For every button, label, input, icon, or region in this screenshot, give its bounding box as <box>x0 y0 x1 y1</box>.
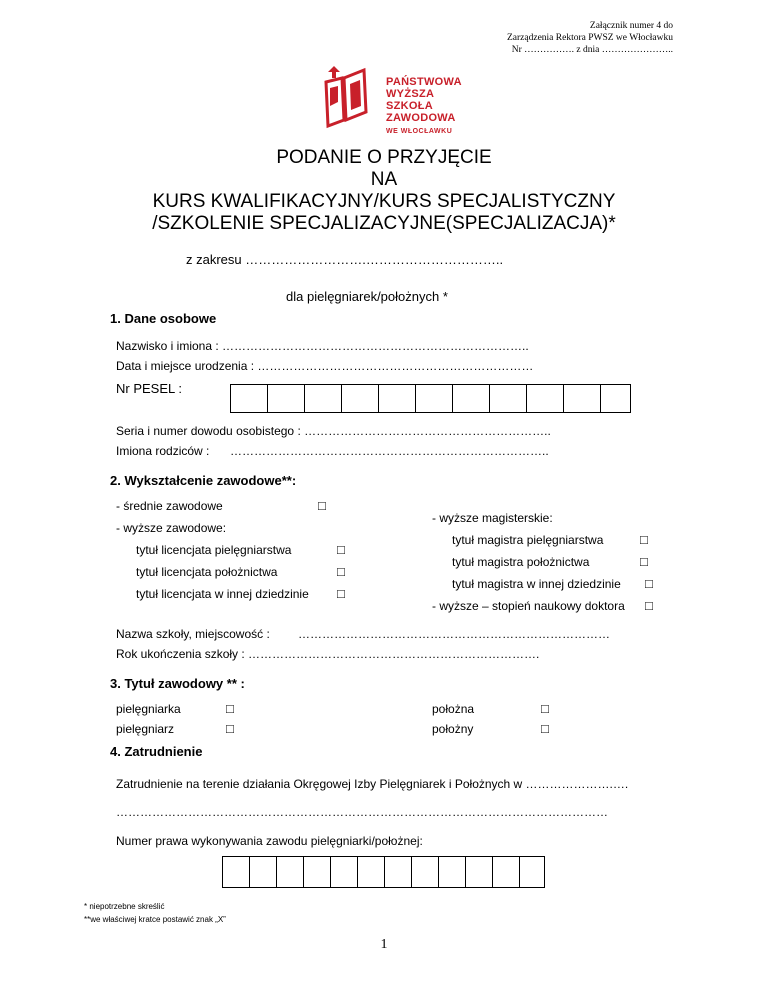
doctor-label: - wyższe – stopień naukowy doktora <box>432 599 625 613</box>
license-cell[interactable] <box>412 857 439 887</box>
pesel-cell[interactable] <box>342 385 379 412</box>
logo-line-2: WYŻSZA <box>386 88 435 100</box>
pesel-cell[interactable] <box>268 385 305 412</box>
f-nurse-label: pielęgniarka <box>116 702 181 716</box>
m-midwife-label: położny <box>432 722 474 736</box>
section-3-heading: 3. Tytuł zawodowy ** : <box>110 676 245 691</box>
license-cell[interactable] <box>439 857 466 887</box>
lic-other-label: tytuł licencjata w innej dziedzinie <box>136 587 309 601</box>
lic-nurse-checkbox[interactable]: □ <box>337 542 345 557</box>
pesel-cell[interactable] <box>601 385 630 412</box>
doctor-checkbox[interactable]: □ <box>645 598 653 613</box>
license-cell[interactable] <box>331 857 358 887</box>
pesel-cell[interactable] <box>379 385 416 412</box>
higher-prof-label: - wyższe zawodowe: <box>116 521 227 535</box>
birth-field[interactable]: Data i miejsce urodzenia : …………………………………………………………… <box>116 359 534 373</box>
license-cell[interactable] <box>520 857 544 887</box>
lic-other-checkbox[interactable]: □ <box>337 586 345 601</box>
section-1-heading: 1. Dane osobowe <box>110 311 217 326</box>
university-logo-icon <box>320 62 382 134</box>
employment-field[interactable]: Zatrudnienie na terenie działania Okręgowej Izby Pielęgniarek i Położnych w ………………….…. <box>116 777 629 791</box>
logo-line-4: ZAWODOWA <box>386 112 456 124</box>
f-midwife-checkbox[interactable]: □ <box>541 701 549 716</box>
title-line-4: /SZKOLENIE SPECJALIZACYJNE(SPECJALIZACJA)* <box>152 213 616 234</box>
pesel-cell[interactable] <box>490 385 527 412</box>
license-cell[interactable] <box>385 857 412 887</box>
secondary-checkbox[interactable]: □ <box>318 498 326 513</box>
license-cells[interactable] <box>222 856 545 888</box>
pesel-cell[interactable] <box>231 385 268 412</box>
title-line-3: KURS KWALIFIKACYJNY/KURS SPECJALISTYCZNY <box>152 191 616 212</box>
title-line-1: PODANIE O PRZYJĘCIE <box>276 147 492 168</box>
school-label: Nazwa szkoły, miejscowość : <box>116 627 270 641</box>
annex-line-1: Załącznik numer 4 do <box>589 21 673 31</box>
pesel-cell[interactable] <box>453 385 490 412</box>
title-line-2: NA <box>370 169 398 190</box>
logo-line-1: PAŃSTWOWA <box>386 76 462 88</box>
annex-line-3: Nr ……………. z dnia ………………….. <box>511 45 673 55</box>
logo-line-3: SZKOŁA <box>386 100 434 112</box>
master-label: - wyższe magisterskie: <box>432 511 553 525</box>
id-document-field[interactable]: Seria i numer dowodu osobistego : …………………………………………………….. <box>116 424 551 438</box>
parents-label: Imiona rodziców : <box>116 444 210 458</box>
license-cell[interactable] <box>358 857 385 887</box>
secondary-label: - średnie zawodowe <box>116 499 223 513</box>
mgr-nurse-label: tytuł magistra pielęgniarstwa <box>452 533 604 547</box>
pesel-cell[interactable] <box>527 385 564 412</box>
employment-dots-field[interactable]: …………………………………………………………………………………………………………… <box>116 805 608 819</box>
m-nurse-label: pielęgniarz <box>116 722 175 736</box>
m-nurse-checkbox[interactable]: □ <box>226 721 234 736</box>
logo-text <box>386 76 462 138</box>
page-number: 1 <box>380 937 388 952</box>
mgr-nurse-checkbox[interactable]: □ <box>640 532 648 547</box>
mgr-other-checkbox[interactable]: □ <box>645 576 653 591</box>
lic-midwife-checkbox[interactable]: □ <box>337 564 345 579</box>
parents-field[interactable]: …………………………………………………………………….. <box>230 444 549 458</box>
pesel-cell[interactable] <box>564 385 601 412</box>
mgr-midwife-checkbox[interactable]: □ <box>640 554 648 569</box>
license-cell[interactable] <box>277 857 304 887</box>
annex-line-2: Zarządzenia Rektora PWSZ we Włocławku <box>506 33 673 43</box>
mgr-midwife-label: tytuł magistra położnictwa <box>452 555 590 569</box>
f-nurse-checkbox[interactable]: □ <box>226 701 234 716</box>
license-cell[interactable] <box>304 857 331 887</box>
lic-midwife-label: tytuł licencjata położnictwa <box>136 565 278 579</box>
f-midwife-label: położna <box>432 702 475 716</box>
license-label: Numer prawa wykonywania zawodu pielęgniarki/położnej: <box>116 834 423 848</box>
logo-line-5: WE WŁOCŁAWKU <box>386 128 453 135</box>
lic-nurse-label: tytuł licencjata pielęgniarstwa <box>136 543 292 557</box>
scope-field[interactable]: z zakresu ……………………….………………………….. <box>186 252 504 267</box>
school-field[interactable]: …………………………………………………………………… <box>298 627 610 641</box>
name-field[interactable]: Nazwisko i imiona : ………………………………………………………………….. <box>116 339 529 353</box>
footnote-2: **we właściwej kratce postawić znak „X” <box>84 915 226 924</box>
section-4-heading: 4. Zatrudnienie <box>110 744 203 759</box>
section-2-heading: 2. Wykształcenie zawodowe**: <box>110 473 297 488</box>
pesel-cells[interactable] <box>230 384 631 413</box>
pesel-label: Nr PESEL : <box>116 381 182 396</box>
grad-year-field[interactable]: Rok ukończenia szkoły : ………………………………………………………………. <box>116 647 540 661</box>
license-cell[interactable] <box>250 857 277 887</box>
footnote-1: * niepotrzebne skreślić <box>84 902 165 911</box>
pesel-cell[interactable] <box>305 385 342 412</box>
license-cell[interactable] <box>466 857 493 887</box>
target-group: dla pielęgniarek/położnych * <box>286 289 448 304</box>
annex-note <box>507 20 673 56</box>
mgr-other-label: tytuł magistra w innej dziedzinie <box>452 577 621 591</box>
pesel-cell[interactable] <box>416 385 453 412</box>
license-cell[interactable] <box>493 857 520 887</box>
license-cell[interactable] <box>223 857 250 887</box>
m-midwife-checkbox[interactable]: □ <box>541 721 549 736</box>
